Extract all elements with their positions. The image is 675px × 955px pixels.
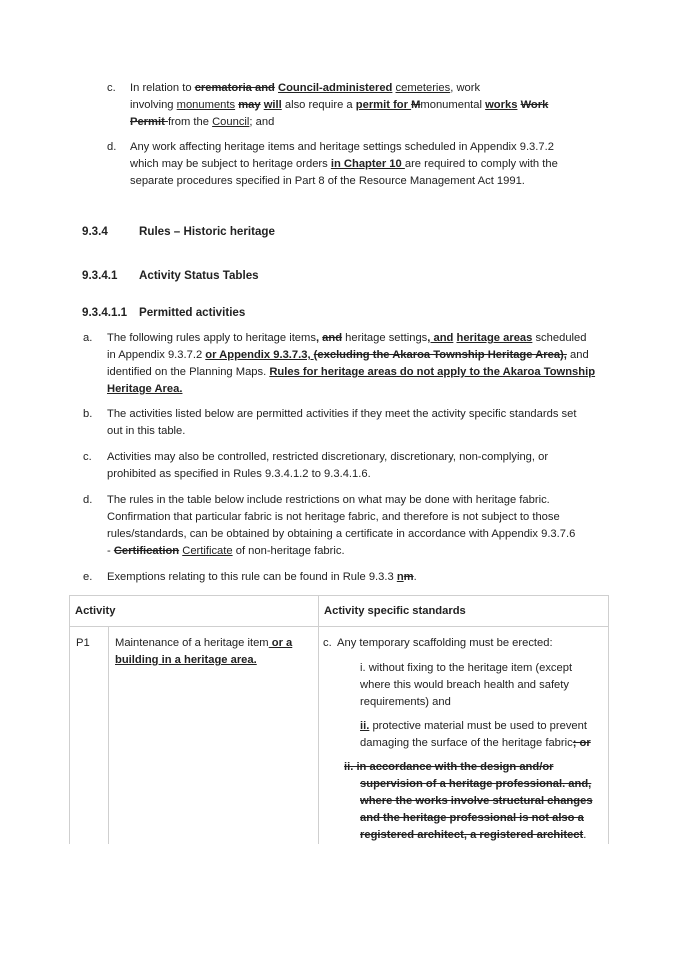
item-label: c.: [323, 637, 332, 649]
activity-id-cell: [70, 627, 109, 845]
inserted-text: will: [263, 99, 282, 111]
inserted-text: in Chapter 10: [330, 158, 405, 170]
rule-e-line-1: [107, 569, 607, 586]
rule-b-line-2: out in this table.: [107, 425, 186, 437]
inserted-text: Council-administered: [278, 82, 393, 94]
inserted-text: monuments: [176, 99, 236, 111]
activity-description: [109, 627, 318, 669]
text: in Appendix 9.3.7.2: [107, 349, 206, 361]
inserted-text: ii.: [360, 720, 370, 732]
deleted-text: Certification: [113, 545, 180, 557]
deleted-text: may: [238, 99, 261, 111]
inserted-text: Certificate: [182, 545, 233, 557]
item-label: d.: [107, 141, 117, 153]
heading-9-3-4: [82, 223, 275, 240]
rule-c-line-1: Activities may also be controlled, restricted discretionary, discretionary, non-complying, or: [107, 451, 549, 463]
text: In relation to: [130, 82, 195, 94]
intro-d-line-1: Any work affecting heritage items and heritage settings scheduled in Appendix 9.3.7.2: [130, 141, 554, 153]
inserted-text: Heritage Area.: [107, 383, 183, 395]
text: which may be subject to heritage orders: [130, 158, 331, 170]
header-activity-standards: Activity specific standards: [319, 596, 609, 627]
standard-c-ii: [360, 718, 603, 752]
rule-a-line-4: [107, 381, 607, 398]
intro-c-line-2: [130, 97, 600, 114]
rule-a-line-3: [107, 364, 607, 381]
text: from the: [167, 116, 213, 128]
text: ; and: [249, 116, 275, 128]
deleted-text: registered architect, a registered architect: [360, 829, 584, 841]
line: i. without fixing to the heritage item (except: [360, 662, 573, 674]
text: are required to comply with the: [404, 158, 558, 170]
rule-d-line-2: Confirmation that particular fabric is not heritage fabric, and therefore is not subject to those: [107, 511, 560, 523]
inserted-text: works: [485, 99, 518, 111]
item-label: c.: [83, 451, 92, 463]
rule-d-line-3: rules/standards, can be obtained by obtaining a certificate in accordance with Appendix 9.3.7.6: [107, 528, 576, 540]
rule-d-line-4: [107, 543, 607, 560]
deleted-line: supervision of a heritage professional. and,: [360, 778, 592, 790]
deleted-line: ii. in accordance with the design and/or: [344, 761, 554, 773]
rule-a-line-1: [107, 330, 607, 347]
text: Maintenance of a heritage item: [115, 637, 269, 649]
text: of non-heritage fabric.: [232, 545, 345, 557]
deleted-text: Work: [520, 99, 549, 111]
table-header-row: [70, 596, 609, 627]
text: The following rules apply to heritage items: [107, 332, 316, 344]
text: -: [107, 545, 114, 557]
standard-c-ii-deleted: [344, 759, 603, 844]
line: requirements) and: [360, 696, 451, 708]
heading-title: Activity Status Tables: [139, 269, 259, 282]
inserted-text: n: [396, 571, 404, 583]
inserted-text: Council: [212, 116, 250, 128]
deleted-line: where the works involve structural changes: [360, 795, 593, 807]
text: scheduled: [532, 332, 587, 344]
text: , work: [450, 82, 481, 94]
heading-title: Permitted activities: [139, 306, 246, 319]
intro-d-line-3: separate procedures specified in Part 8 of the Resource Management Act 1991.: [130, 175, 525, 187]
text: heritage settings: [342, 332, 428, 344]
deleted-text: ; or: [572, 737, 591, 749]
activity-standards: [319, 627, 608, 844]
line: [360, 735, 603, 752]
text: Any temporary scaffolding must be erected:: [337, 637, 553, 649]
activity-description-cell: [109, 627, 319, 845]
inserted-text: permit for: [355, 99, 412, 111]
inserted-text: , and: [427, 332, 454, 344]
text: identified on the Planning Maps.: [107, 366, 270, 378]
inserted-text: building in a heritage area.: [115, 654, 257, 666]
text: and: [566, 349, 589, 361]
standard-c: [323, 635, 603, 652]
text: protective material must be used to prevent: [369, 720, 587, 732]
deleted-text: Permit: [130, 116, 168, 128]
inserted-text: Rules for heritage areas do not apply to the Akaroa Township: [269, 366, 596, 378]
deleted-line: and the heritage professional is not also a: [360, 812, 584, 824]
activity-id: P1: [76, 637, 90, 649]
intro-c-line-1: [130, 80, 600, 97]
deleted-text: M: [411, 99, 421, 111]
standard-c-i: [360, 660, 603, 711]
inserted-text: heritage areas: [456, 332, 533, 344]
rule-a-line-2: [107, 347, 607, 364]
item-label: b.: [83, 408, 93, 420]
heading-number: 9.3.4: [82, 225, 108, 238]
heading-9-3-4-1-1: [82, 304, 246, 321]
rule-c-line-2: prohibited as specified in Rules 9.3.4.1.2 to 9.3.4.1.6.: [107, 468, 371, 480]
header-activity: Activity: [70, 596, 319, 627]
line: where this would breach health and safety: [360, 679, 569, 691]
text: damaging the surface of the heritage fabric: [360, 737, 573, 749]
deleted-line-last: [360, 827, 603, 844]
item-label: a.: [83, 332, 93, 344]
heading-9-3-4-1: [82, 267, 259, 284]
deleted-text: and: [322, 332, 343, 344]
text: also require a: [281, 99, 356, 111]
heading-number: 9.3.4.1.1: [82, 306, 128, 319]
item-label: c.: [107, 82, 116, 94]
inserted-text: or a: [268, 637, 293, 649]
intro-c-line-3: [130, 114, 600, 131]
item-label: e.: [83, 571, 93, 583]
inserted-text: or Appendix 9.3.7.3,: [205, 349, 314, 361]
item-label: d.: [83, 494, 93, 506]
heading-title: Rules – Historic heritage: [139, 225, 275, 238]
activity-standards-cell: [319, 627, 609, 845]
heading-number: 9.3.4.1: [82, 269, 118, 282]
deleted-text: m: [403, 571, 414, 583]
text: .: [413, 571, 417, 583]
activity-table: [69, 595, 609, 844]
inserted-text: cemeteries: [395, 82, 451, 94]
rule-b-line-1: The activities listed below are permitted activities if they meet the activity specific standards set: [107, 408, 577, 420]
text: .: [583, 829, 587, 841]
deleted-text: crematoria and: [194, 82, 275, 94]
text: involving: [130, 99, 177, 111]
line: [360, 718, 603, 735]
inserted-text: ,: [315, 332, 320, 344]
intro-d-line-2: [130, 156, 600, 173]
text: monumental: [420, 99, 486, 111]
text: Exemptions relating to this rule can be found in Rule 9.3.3: [107, 571, 397, 583]
deleted-text: (excluding the Akaroa Township Heritage Area),: [313, 349, 567, 361]
table-row: [70, 627, 609, 845]
rule-d-line-1: The rules in the table below include restrictions on what may be done with heritage fabric.: [107, 494, 550, 506]
